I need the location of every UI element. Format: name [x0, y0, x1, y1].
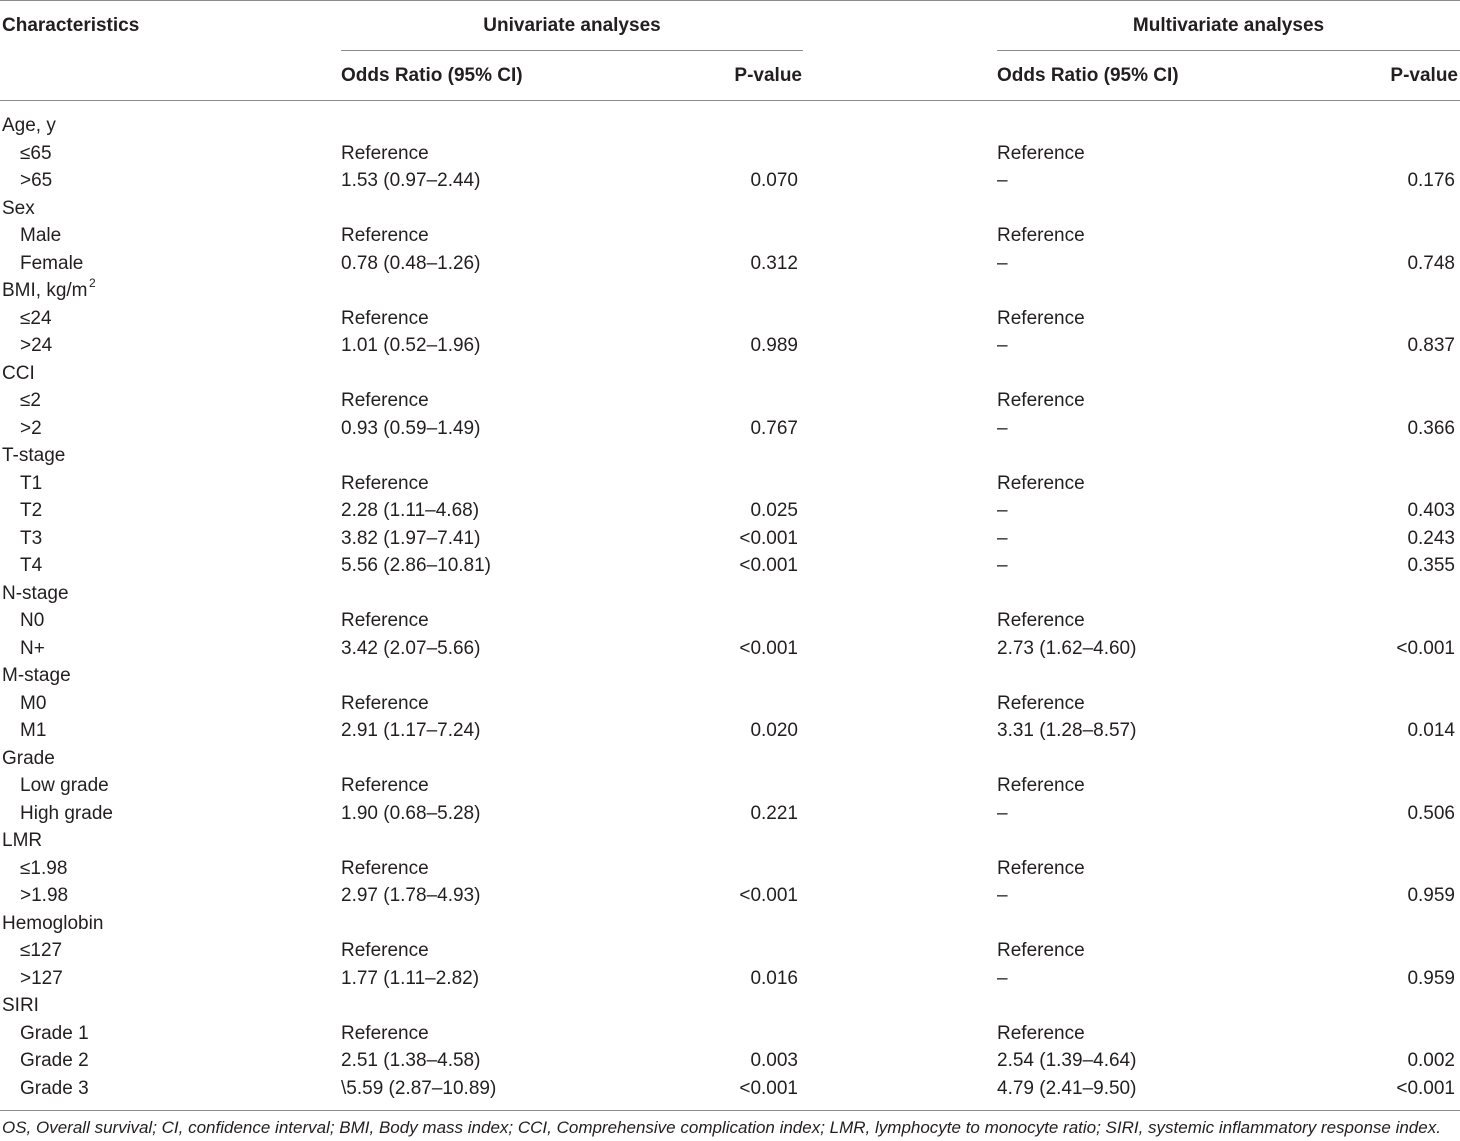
table-body — [0, 112, 1460, 1102]
row-label: T-stage — [2, 445, 66, 466]
uni-p-value: 0.016 — [750, 967, 798, 989]
row-label: ≤127 — [20, 940, 63, 961]
multi-odds-ratio: – — [997, 967, 1008, 989]
uni-odds-ratio: 1.90 (0.68–5.28) — [341, 802, 481, 824]
multi-odds-ratio: – — [997, 335, 1008, 356]
multi-p-value: 0.837 — [1407, 335, 1455, 356]
uni-p-value: 0.003 — [750, 1050, 798, 1071]
table-row — [0, 827, 1460, 855]
row-label: T4 — [20, 555, 43, 576]
row-label: High grade — [20, 802, 113, 824]
uni-odds-ratio: Reference — [341, 472, 429, 494]
row-label: T1 — [20, 472, 43, 494]
multi-odds-ratio: Reference — [997, 775, 1085, 796]
header-uni-odds-ratio: Odds Ratio (95% CI) — [341, 65, 523, 86]
multi-odds-ratio: – — [997, 555, 1008, 576]
multi-odds-ratio: – — [997, 252, 1008, 274]
uni-p-value: <0.001 — [739, 527, 798, 549]
uni-p-value: <0.001 — [739, 885, 798, 906]
table-row — [0, 910, 1460, 938]
table-row — [0, 360, 1460, 388]
row-label: ≤2 — [20, 390, 41, 411]
uni-odds-ratio: Reference — [341, 390, 429, 411]
row-label: LMR — [2, 830, 43, 851]
multi-p-value: 0.403 — [1407, 500, 1455, 521]
uni-p-value: 0.020 — [750, 720, 798, 741]
row-label: M0 — [20, 692, 47, 714]
uni-odds-ratio: 2.97 (1.78–4.93) — [341, 885, 481, 906]
uni-odds-ratio: Reference — [341, 857, 429, 879]
multi-odds-ratio: Reference — [997, 472, 1085, 494]
multi-odds-ratio: Reference — [997, 225, 1085, 246]
uni-odds-ratio: 2.28 (1.11–4.68) — [341, 500, 480, 521]
multi-odds-ratio: – — [997, 885, 1008, 906]
table-row — [0, 415, 1460, 443]
row-label: >127 — [20, 967, 63, 989]
table-row — [0, 607, 1460, 635]
multi-odds-ratio: Reference — [997, 390, 1085, 411]
table-row: BMI, kg/m 2 — [0, 277, 1460, 305]
multi-p-value: <0.001 — [1396, 637, 1455, 659]
multi-p-value: 0.748 — [1407, 252, 1455, 274]
multi-p-value: 0.506 — [1407, 802, 1455, 824]
multi-odds-ratio: 2.73 (1.62–4.60) — [997, 637, 1137, 659]
uni-odds-ratio: Reference — [341, 307, 429, 329]
multi-odds-ratio: – — [997, 527, 1008, 549]
multi-odds-ratio: 4.79 (2.41–9.50) — [997, 1077, 1137, 1099]
header-multi-p-value: P-value — [1390, 65, 1458, 86]
row-label: N0 — [20, 610, 45, 631]
header-multi-odds-ratio: Odds Ratio (95% CI) — [997, 65, 1179, 86]
multivariate-underline — [997, 50, 1460, 51]
table-row — [0, 992, 1460, 1020]
row-label: Grade — [2, 747, 55, 769]
univariate-underline — [341, 50, 803, 51]
uni-p-value: 0.221 — [750, 802, 798, 824]
multi-odds-ratio: Reference — [997, 610, 1085, 631]
multi-odds-ratio: 3.31 (1.28–8.57) — [997, 720, 1137, 741]
table-row — [0, 965, 1460, 993]
row-label: M-stage — [2, 665, 71, 686]
header-univariate: Univariate analyses — [483, 15, 661, 36]
uni-p-value: 0.312 — [750, 252, 798, 274]
multi-odds-ratio: Reference — [997, 940, 1085, 961]
uni-odds-ratio: 2.51 (1.38–4.58) — [341, 1050, 481, 1071]
table-footnote: OS, Overall survival; CI, confidence interval; BMI, Body mass index; CCI, Comprehensive complication index; LMR, lymphocyte to monocyte ratio; SIRI, systemic inflammatory response index. — [2, 1118, 1441, 1137]
uni-p-value: 0.070 — [750, 170, 798, 191]
row-label: Low grade — [20, 775, 109, 796]
table-row — [0, 112, 1460, 140]
table-row — [0, 195, 1460, 223]
table-row — [0, 937, 1460, 965]
table-row — [0, 470, 1460, 498]
header-uni-p-value: P-value — [734, 65, 802, 86]
uni-p-value: <0.001 — [739, 555, 798, 576]
row-label: ≤24 — [20, 307, 52, 329]
multi-odds-ratio: Reference — [997, 692, 1085, 714]
table-row — [0, 332, 1460, 360]
uni-odds-ratio: Reference — [341, 142, 429, 164]
multi-odds-ratio: 2.54 (1.39–4.64) — [997, 1050, 1137, 1071]
uni-odds-ratio: Reference — [341, 225, 429, 246]
multi-p-value: 0.355 — [1407, 555, 1455, 576]
multi-p-value: 0.014 — [1407, 720, 1455, 741]
top-rule — [0, 0, 1460, 1]
table-row — [0, 140, 1460, 168]
uni-odds-ratio: 2.91 (1.17–7.24) — [341, 720, 481, 741]
row-label: Grade 1 — [20, 1022, 89, 1044]
table-row — [0, 882, 1460, 910]
uni-odds-ratio: 3.42 (2.07–5.66) — [341, 637, 481, 659]
row-label: ≤65 — [20, 142, 52, 164]
table-row — [0, 387, 1460, 415]
multi-odds-ratio: Reference — [997, 142, 1085, 164]
uni-odds-ratio: Reference — [341, 775, 429, 796]
multi-odds-ratio: – — [997, 802, 1008, 824]
row-label: >1.98 — [20, 885, 69, 906]
uni-odds-ratio: 1.77 (1.11–2.82) — [341, 967, 480, 989]
table-row — [0, 552, 1460, 580]
row-label: T3 — [20, 527, 43, 549]
uni-p-value: <0.001 — [739, 1077, 798, 1099]
table-row — [0, 442, 1460, 470]
table-row — [0, 1020, 1460, 1048]
uni-p-value: <0.001 — [739, 637, 798, 659]
uni-odds-ratio: Reference — [341, 692, 429, 714]
header-multivariate: Multivariate analyses — [1132, 15, 1325, 36]
uni-odds-ratio: 3.82 (1.97–7.41) — [341, 527, 481, 549]
row-label: CCI — [2, 362, 35, 384]
row-label: N+ — [20, 637, 45, 659]
table-row — [0, 222, 1460, 250]
uni-odds-ratio: 0.93 (0.59–1.49) — [341, 417, 481, 439]
row-label: ≤1.98 — [20, 857, 68, 879]
row-label: M1 — [20, 720, 47, 741]
row-label: Sex — [2, 197, 35, 219]
row-label: >24 — [20, 335, 53, 356]
multi-odds-ratio: – — [997, 500, 1008, 521]
bottom-rule — [0, 1110, 1460, 1111]
header-bottom-rule — [0, 100, 1460, 101]
table-row — [0, 305, 1460, 333]
multi-odds-ratio: Reference — [997, 1022, 1085, 1044]
row-label: Hemoglobin — [2, 912, 104, 934]
row-label: >2 — [20, 417, 42, 439]
table-row — [0, 167, 1460, 195]
row-label: Grade 3 — [20, 1077, 89, 1099]
row-label: >65 — [20, 170, 53, 191]
table-row — [0, 635, 1460, 663]
table-row — [0, 580, 1460, 608]
uni-odds-ratio: Reference — [341, 610, 429, 631]
multi-p-value: 0.959 — [1407, 967, 1455, 989]
row-label: Age, y — [2, 115, 56, 136]
multi-p-value: 0.002 — [1407, 1050, 1455, 1071]
uni-odds-ratio: 5.56 (2.86–10.81) — [341, 555, 492, 576]
table-row — [0, 800, 1460, 828]
uni-odds-ratio: \5.59 (2.87–10.89) — [341, 1077, 497, 1099]
table-row — [0, 250, 1460, 278]
multi-p-value: 0.176 — [1407, 170, 1455, 191]
table-row — [0, 525, 1460, 553]
multi-odds-ratio: Reference — [997, 857, 1085, 879]
multi-odds-ratio: Reference — [997, 307, 1085, 329]
uni-odds-ratio: 1.53 (0.97–2.44) — [341, 170, 481, 191]
row-label: Male — [20, 225, 62, 246]
multi-odds-ratio: – — [997, 417, 1008, 439]
uni-p-value: 0.989 — [750, 335, 798, 356]
multi-p-value: 0.366 — [1407, 417, 1455, 439]
table-row — [0, 855, 1460, 883]
multi-odds-ratio: – — [997, 170, 1008, 191]
uni-p-value: 0.767 — [750, 417, 798, 439]
table-row — [0, 662, 1460, 690]
uni-odds-ratio: Reference — [341, 1022, 429, 1044]
table-row — [0, 717, 1460, 745]
row-label: BMI, kg/m — [2, 280, 88, 301]
table-row — [0, 745, 1460, 773]
row-label: SIRI — [2, 995, 39, 1016]
multi-p-value: 0.243 — [1407, 527, 1455, 549]
multi-p-value: <0.001 — [1396, 1077, 1455, 1099]
table-row — [0, 772, 1460, 800]
uni-p-value: 0.025 — [750, 500, 798, 521]
row-label: N-stage — [2, 582, 69, 604]
table-row — [0, 1047, 1460, 1075]
header-characteristics: Characteristics — [2, 15, 140, 36]
row-label: Female — [20, 252, 84, 274]
uni-odds-ratio: 1.01 (0.52–1.96) — [341, 335, 481, 356]
row-label: T2 — [20, 500, 43, 521]
table-row — [0, 497, 1460, 525]
uni-odds-ratio: 0.78 (0.48–1.26) — [341, 252, 481, 274]
table-row — [0, 690, 1460, 718]
multi-p-value: 0.959 — [1407, 885, 1455, 906]
uni-odds-ratio: Reference — [341, 940, 429, 961]
table-row — [0, 1075, 1460, 1103]
row-label: Grade 2 — [20, 1050, 89, 1071]
